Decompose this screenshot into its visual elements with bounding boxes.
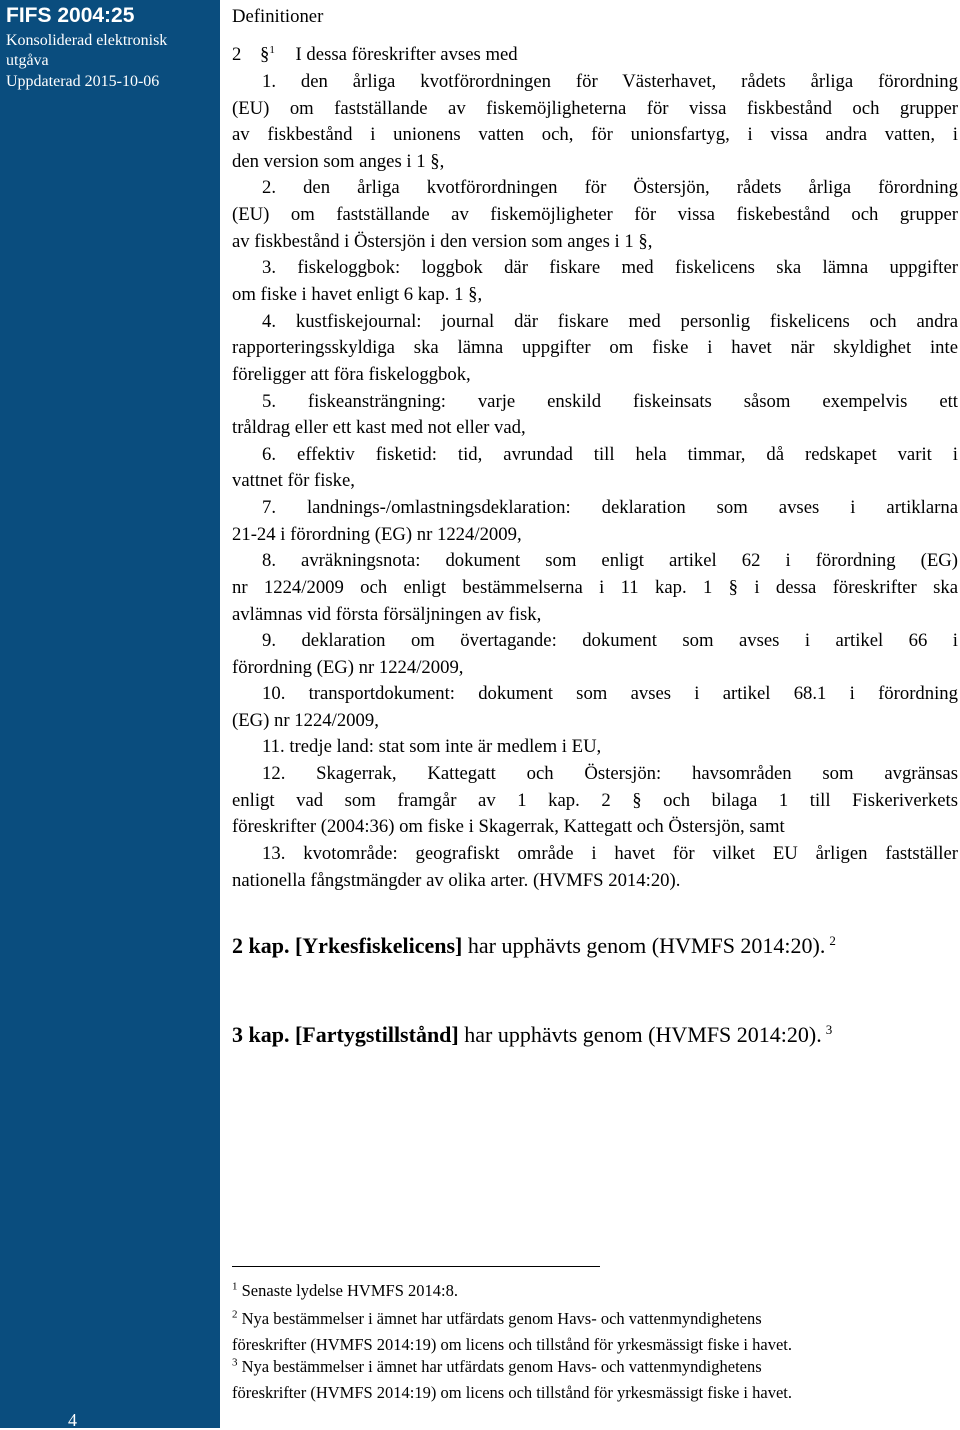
- page-number: 4: [68, 1410, 77, 1430]
- definition-line: vattnet för fiske,: [232, 470, 355, 491]
- paragraph-number: 2: [232, 44, 242, 65]
- definition-line: rapporteringsskyldiga ska lämna uppgifter om fiske i havet när skyldighet inte: [232, 337, 958, 358]
- footnote-line: [232, 1334, 958, 1356]
- footnote-number: 2: [232, 1308, 238, 1321]
- document-code: FIFS 2004:25: [6, 4, 135, 27]
- definition-line: 4. kustfiskejournal: journal där fiskare med personlig fiskelicens och andra: [262, 311, 958, 332]
- definition-line: enligt vad som framgår av 1 kap. 2 § och bilaga 1 till Fiskeriverkets: [232, 790, 958, 811]
- footnote-text: Nya bestämmelser i ämnet har utfärdats genom Havs- och vattenmyndighetens: [241, 1357, 762, 1376]
- definition-line: 7. landnings-/omlastningsdeklaration: deklaration som avses i artiklarna: [262, 497, 958, 518]
- footnote-ref: 1: [269, 43, 275, 56]
- definition-line: 1. den årliga kvotförordningen för Västerhavet, rådets årliga förordning: [262, 71, 958, 92]
- definition-line: föreligger att föra fiskeloggbok,: [232, 364, 471, 385]
- chapter-heading: [232, 1020, 958, 1050]
- definition-line: föreskrifter (2004:36) om fiske i Skagerrak, Kattegatt och Östersjön, samt: [232, 816, 785, 837]
- footnote-number: 3: [232, 1356, 238, 1369]
- definition-line: 6. effektiv fisketid: tid, avrundad till hela timmar, då redskapet varit i: [262, 444, 958, 465]
- definition-line: 3. fiskeloggbok: loggbok där fiskare med fiskelicens ska lämna uppgifter: [262, 257, 958, 278]
- footnote-text: föreskrifter (HVMFS 2014:19) om licens och tillstånd för yrkesmässigt fiske i havet.: [232, 1335, 792, 1354]
- definition-line: 2. den årliga kvotförordningen för Östersjön, rådets årliga förordning: [262, 177, 958, 198]
- intro-text: I dessa föreskrifter avses med: [295, 44, 518, 65]
- definition-line: avlämnas vid första försäljningen av fisk,: [232, 604, 542, 625]
- definition-line: nationella fångstmängder av olika arter. (HVMFS 2014:20).: [232, 870, 681, 891]
- definition-line: den version som anges i 1 §,: [232, 151, 445, 172]
- footnote-text: Nya bestämmelser i ämnet har utfärdats genom Havs- och vattenmyndighetens: [241, 1309, 762, 1328]
- definition-line: (EU) om fastställande av fiskemöjligheter för vissa fiskebestånd och grupper: [232, 204, 958, 225]
- definition-line: nr 1224/2009 och enligt bestämmelserna i 11 kap. 1 § i dessa föreskrifter ska: [232, 577, 958, 598]
- definition-line: (EU) om fastställande av fiskemöjligheterna för vissa fiskbestånd och grupper: [232, 98, 958, 119]
- document-body: [232, 0, 958, 1428]
- definition-line: 11. tredje land: stat som inte är medlem i EU,: [262, 736, 602, 757]
- sidebar: [0, 0, 220, 1428]
- footnote-line: [232, 1308, 958, 1330]
- definition-line: 10. transportdokument: dokument som avses i artikel 68.1 i förordning: [262, 683, 958, 704]
- definition-line: 5. fiskeansträngning: varje enskild fiskeinsats såsom exempelvis ett: [262, 391, 958, 412]
- chapter-heading: [232, 931, 958, 961]
- definition-line: av fiskbestånd i Östersjön i den version som anges i 1 §,: [232, 231, 653, 252]
- paragraph-intro: [232, 42, 958, 68]
- section-heading: Definitioner: [232, 6, 324, 27]
- chapter-title: 2 kap. [Yrkesfiskelicens]: [232, 933, 463, 958]
- footnote-number: 1: [232, 1280, 238, 1293]
- definition-line: 21-24 i förordning (EG) nr 1224/2009,: [232, 524, 522, 545]
- definition-line: förordning (EG) nr 1224/2009,: [232, 657, 464, 678]
- definition-line: tråldrag eller ett kast med not eller vad,: [232, 417, 526, 438]
- footnote-text: Senaste lydelse HVMFS 2014:8.: [241, 1281, 458, 1300]
- footnote-ref: 3: [825, 1021, 833, 1037]
- footnote-line: [232, 1382, 958, 1404]
- definition-line: 8. avräkningsnota: dokument som enligt artikel 62 i förordning (EG): [262, 550, 958, 571]
- footnote-line: [232, 1356, 958, 1378]
- edition-label-cont: utgåva: [6, 52, 49, 69]
- footnote-separator: [232, 1266, 600, 1267]
- definition-line: 13. kvotområde: geografiskt område i havet för vilket EU årligen fastställer: [262, 843, 958, 864]
- definition-line: 9. deklaration om övertagande: dokument som avses i artikel 66 i: [262, 630, 958, 651]
- section-symbol: §: [260, 44, 270, 65]
- definition-line: av fiskbestånd i unionens vatten och, för unionsfartyg, i vissa andra vatten, i: [232, 124, 958, 145]
- definition-line: om fiske i havet enligt 6 kap. 1 §,: [232, 284, 483, 305]
- chapter-status: har upphävts genom (HVMFS 2014:20).: [462, 933, 826, 958]
- definition-line: (EG) nr 1224/2009,: [232, 710, 379, 731]
- edition-label: Konsoliderad elektronisk: [6, 32, 168, 49]
- chapter-title: 3 kap. [Fartygstillstånd]: [232, 1022, 459, 1047]
- chapter-status: har upphävts genom (HVMFS 2014:20).: [458, 1022, 822, 1047]
- definition-line: 12. Skagerrak, Kattegatt och Östersjön: havsområden som avgränsas: [262, 763, 958, 784]
- footnote-text: föreskrifter (HVMFS 2014:19) om licens och tillstånd för yrkesmässigt fiske i havet.: [232, 1383, 792, 1402]
- footnote-ref: 2: [829, 932, 836, 948]
- updated-date: Uppdaterad 2015-10-06: [6, 73, 160, 90]
- footnote-line: [232, 1280, 958, 1302]
